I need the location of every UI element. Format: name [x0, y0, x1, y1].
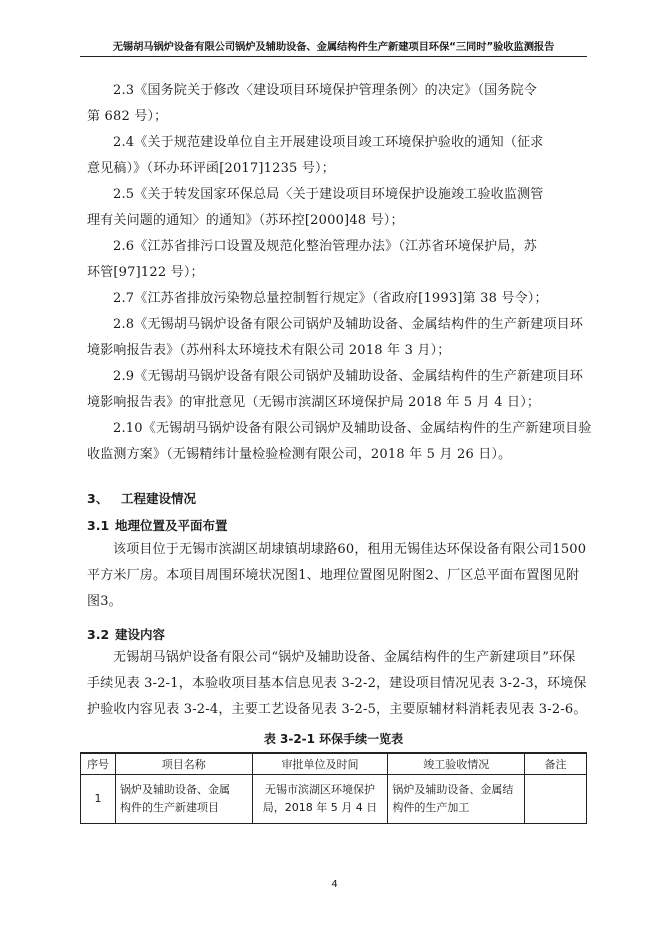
body-line: 图3。 — [87, 594, 122, 609]
cell-line: 无锡市滨湖区环境保护 — [265, 783, 376, 796]
reference-line: 2.4《关于规范建设单位自主开展建设项目竣工环境保护验收的通知（征求 — [113, 135, 544, 150]
reference-line: 2.9《无锡胡马锅炉设备有限公司锅炉及辅助设备、金属结构件的生产新建项目环 — [113, 369, 584, 384]
reference-line: 理有关问题的通知〉的通知》（苏环控[2000]48 号）； — [87, 213, 404, 228]
reference-line: 第 682 号）； — [87, 109, 168, 124]
reference-list — [87, 78, 592, 468]
body-line: 该项目位于无锡市滨湖区胡埭镇胡埭路60，租用无锡佳达环保设备有限公司1500 — [113, 542, 587, 557]
reference-item — [87, 364, 583, 416]
column-header-no: 序号 — [81, 753, 116, 775]
cell-line: 构件的生产新建项目 — [119, 801, 219, 814]
section-number: 3.1 — [87, 518, 110, 533]
reference-line: 环管[97]122 号）； — [87, 265, 204, 280]
column-header-project: 项目名称 — [115, 753, 252, 775]
cell-acceptance — [388, 775, 525, 824]
reference-item — [87, 416, 592, 468]
section-3-2-body — [87, 645, 587, 723]
cell-line: 构件的生产加工 — [392, 801, 470, 814]
section-3-1-heading — [87, 516, 228, 534]
reference-item — [87, 234, 583, 286]
section-3-1-body — [87, 537, 587, 615]
body-line: 手续见表 3-2-1，本验收项目基本信息见表 3-2-2，建设项目情况见表 3-2-3，环境保 — [87, 676, 587, 691]
reference-line: 2.10《无锡胡马锅炉设备有限公司锅炉及辅助设备、金属结构件的生产新建项目验 — [113, 421, 592, 436]
body-line: 平方米厂房。本项目周围环境状况图1、地理位置图见附图2、厂区总平面布置图见附 — [87, 568, 580, 583]
reference-line: 2.7《江苏省排放污染物总量控制暂行规定》（省政府[1993]第 38 号令）； — [113, 291, 548, 306]
cell-line: 局，2018 年 5 月 4 日 — [262, 801, 378, 814]
page-number: 4 — [331, 879, 338, 890]
body-line: 无锡胡马锅炉设备有限公司“锅炉及辅助设备、金属结构件的生产新建项目”环保 — [113, 650, 576, 665]
table-caption: 表 3-2-1 环保手续一览表 — [263, 732, 404, 746]
section-number: 3、 — [87, 491, 109, 506]
reference-item — [87, 286, 583, 312]
section-title: 工程建设情况 — [121, 491, 197, 506]
reference-line: 境影响报告表》（苏州科太环境技术有限公司 2018 年 3 月）； — [87, 343, 451, 358]
section-number: 3.2 — [87, 627, 110, 642]
reference-line: 收监测方案》（无锡精纬计量检验检测有限公司，2018 年 5 月 26 日）。 — [87, 447, 512, 462]
reference-item — [87, 312, 583, 364]
section-title: 建设内容 — [115, 627, 166, 642]
section-title: 地理位置及平面布置 — [115, 518, 228, 533]
column-header-acceptance: 竣工验收情况 — [388, 753, 525, 775]
body-line: 护验收内容见表 3-2-4，主要工艺设备见表 3-2-5，主要原辅材料消耗表见表 3-2-6。 — [87, 702, 587, 717]
reference-item — [87, 182, 583, 234]
cell-approval — [252, 775, 388, 824]
table-row — [81, 775, 587, 824]
reference-line: 2.6《江苏省排污口设置及规范化整治管理办法》（江苏省环境保护局，苏 — [113, 239, 537, 254]
table-header-row — [81, 753, 587, 775]
cell-line: 锅炉及辅助设备、金属结 — [392, 783, 514, 796]
section-3-2-heading — [87, 625, 165, 643]
column-header-approval: 审批单位及时间 — [252, 753, 388, 775]
page-header: 无锡胡马锅炉设备有限公司锅炉及辅助设备、金属结构件生产新建项目环保“三同时”验收监测报告 — [112, 41, 555, 53]
reference-item — [87, 78, 583, 130]
reference-line: 2.8《无锡胡马锅炉设备有限公司锅炉及辅助设备、金属结构件的生产新建项目环 — [113, 317, 584, 332]
reference-line: 境影响报告表》的审批意见（无锡市滨湖区环境保护局 2018 年 5 月 4 日）； — [87, 395, 541, 410]
column-header-remark: 备注 — [525, 753, 587, 775]
cell-line: 锅炉及辅助设备、金属 — [119, 783, 230, 796]
header-rule — [80, 56, 587, 57]
cell-project — [115, 775, 252, 824]
cell-remark — [525, 775, 587, 824]
reference-line: 意见稿）》（环办环评函[2017]1235 号）； — [87, 161, 335, 176]
permits-table — [80, 752, 587, 824]
section-3-heading — [87, 489, 196, 507]
reference-item — [87, 130, 583, 182]
cell-no: 1 — [81, 775, 116, 824]
reference-line: 2.5《关于转发国家环保总局〈关于建设项目环境保护设施竣工验收监测管 — [113, 187, 544, 202]
reference-line: 2.3《国务院关于修改〈建设项目环境保护管理条例〉的决定》（国务院令 — [113, 83, 537, 98]
